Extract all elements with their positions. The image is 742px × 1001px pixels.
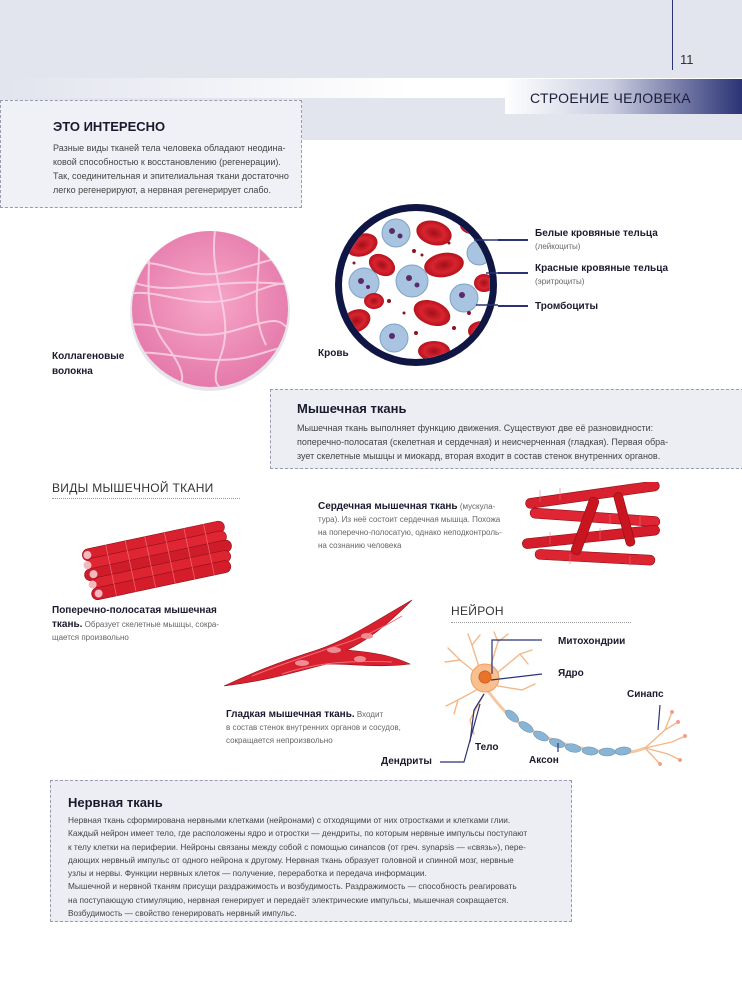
nerve-line: Мышечной и нервной тканям присущи раздражимость и возбудимость. Раздражимость — способность реагировать [68,881,517,892]
cardiac-line: на поперечно-полосатую, однако неподконтроль- [318,528,502,537]
axon-label: Аксон [529,755,559,766]
nerve-line: дающих нервный импульс от одного нейрона к другому. Нервная ткань образует головной и спинной мозг, нервные [68,854,514,865]
white-cells-label: Белые кровяные тельца [535,228,658,239]
interesting-title: ЭТО ИНТЕРЕСНО [53,119,166,134]
muscle-types-rule [52,498,240,499]
dendrites-label: Дендриты [381,756,432,767]
muscle-types-heading: ВИДЫ МЫШЕЧНОЙ ТКАНИ [52,481,214,495]
cardiac-muscle-image [520,482,665,572]
neuron-heading: НЕЙРОН [451,604,504,618]
interesting-line: Так, соединительная и эпителиальная ткани достаточно [53,171,289,181]
smooth-title-suffix: Входит [354,710,384,719]
cardiac-line: тура). Из неё состоит сердечная мышца. Похожа [318,515,501,524]
muscle-line: зует скелетные мышцы и миокард, вторая входит в состав стенок внутренних органов. [297,451,661,461]
nerve-box-title: Нервная ткань [68,795,163,810]
striated-text: Образует скелетные мышцы, сокра- [82,620,220,629]
callout-line-red [498,272,528,274]
nerve-line: узлы и нервы. Функции нервных клеток — получение, переработка и передача информации. [68,868,427,879]
nerve-line: на поступающую стимуляцию, нервная генерирует и передаёт электрические импульсы, мышечная сокращается. [68,894,509,905]
nerve-box [50,780,572,922]
page-number-rule [672,0,673,70]
collagen-line: волокна [52,366,93,377]
white-cells-sublabel: (лейкоциты) [535,242,581,251]
collagen-fibers-image [126,225,294,393]
smooth-line: в состав стенок внутренних органов и сосудов, [226,723,401,732]
smooth-muscle-image [222,598,417,690]
cardiac-caption [318,500,518,552]
nerve-line: к телу клетки на периферии. Нейроны связаны между собой с помощью синапсов (от греч. synapsis — «связь»), пере- [68,841,526,852]
muscle-box-title: Мышечная ткань [297,401,407,416]
interesting-line: Разные виды тканей тела человека обладают неодина- [53,143,286,153]
nerve-line: Каждый нейрон имеет тело, где расположены ядро и отростки — дендриты, по которым нервные импульсы поступают [68,828,528,839]
interesting-line: легко регенерируют, а нервная регенерирует слабо. [53,185,272,195]
nucleus-label: Ядро [558,668,584,679]
muscle-box [270,389,742,469]
cardiac-line: на сознанию человека [318,541,402,550]
cardiac-title-suffix: (мускула- [457,502,496,511]
interesting-line: ковой способностью к восстановлению (регенерации). [53,157,281,167]
cardiac-title: Сердечная мышечная ткань [318,501,458,512]
neuron-rule [451,622,631,623]
muscle-line: Мышечная ткань выполняет функцию движения. Существуют две её разновидности: [297,423,654,433]
collagen-caption [52,349,124,379]
striated-line: щается произвольно [52,633,129,642]
callout-line-white [498,239,528,241]
chapter-title: СТРОЕНИЕ ЧЕЛОВЕКА [530,90,691,106]
red-cells-sublabel: (эритроциты) [535,277,585,286]
nerve-line: Возбудимость — свойство генерировать нервный импульс. [68,908,297,919]
smooth-caption [226,708,406,747]
nerve-line: Нервная ткань сформирована нервными клетками (нейронами) с отходящими от них отростками и клетками глии. [68,815,511,825]
interesting-box [0,100,302,208]
callout-line-platelets [498,305,528,307]
body-label: Тело [475,742,499,753]
interesting-text [53,141,298,197]
striated-title-end: ткань. [52,619,83,630]
blood-caption: Кровь [318,348,349,359]
smooth-title: Гладкая мышечная ткань. [226,709,355,720]
red-cells-label: Красные кровяные тельца [535,263,669,274]
synapse-label: Синапс [627,689,664,700]
chapter-banner [505,79,742,114]
striated-muscle-image [80,520,240,600]
platelets-label: Тромбоциты [535,301,599,312]
collagen-line: Коллагеновые [52,351,125,362]
smooth-line: сокращается непроизвольно [226,736,333,745]
muscle-line: поперечно-полосатая (скелетная и сердечная) и неисчерченная (гладкая). Первая обра- [297,437,669,447]
muscle-box-text [297,421,737,463]
nerve-box-text [68,814,568,920]
page-number: 11 [680,52,694,67]
striated-title: Поперечно-полосатая мышечная [52,605,217,616]
blood-image [334,203,498,367]
mitochondria-label: Митохондрии [558,636,626,647]
